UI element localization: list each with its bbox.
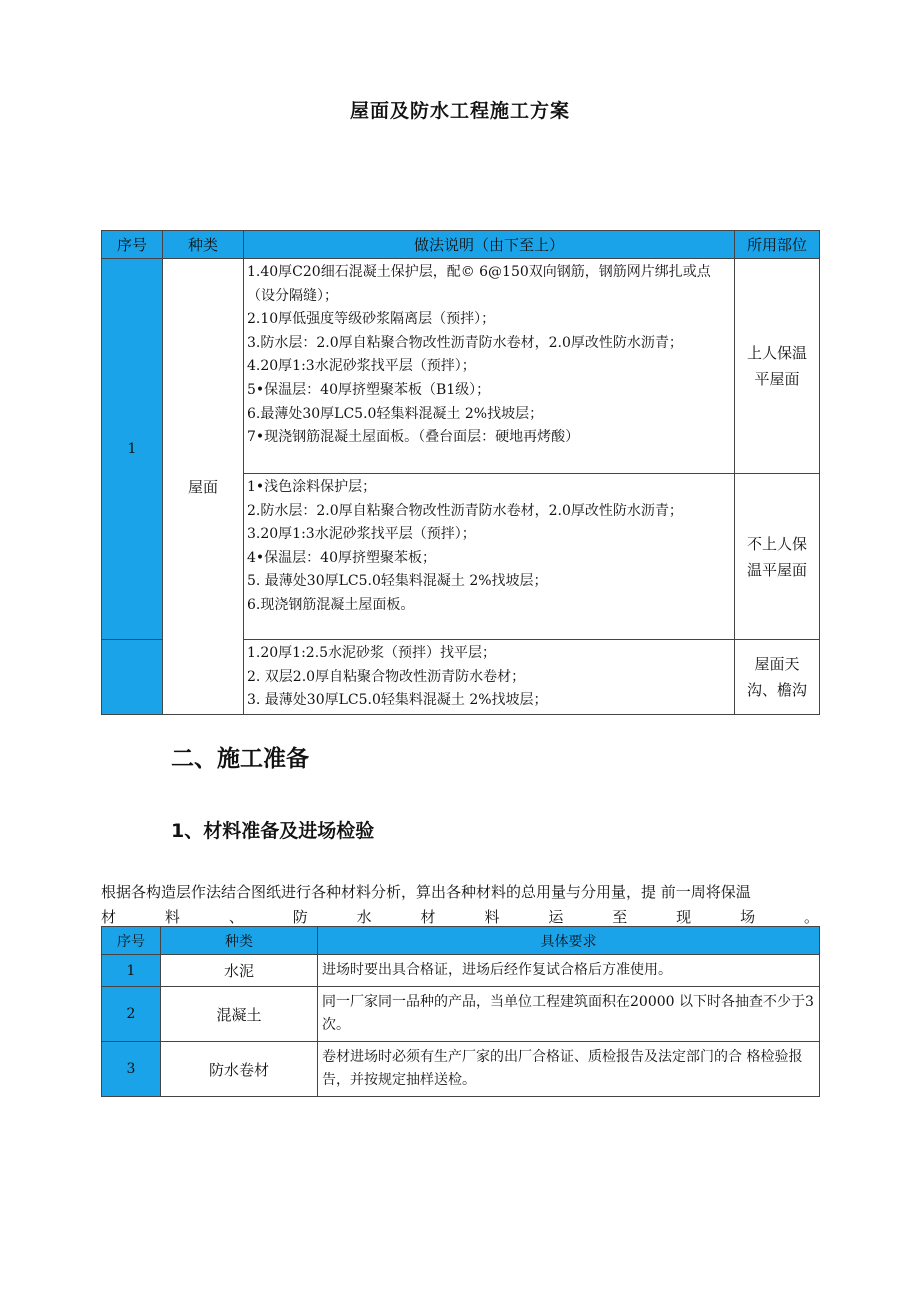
row-number-cell-empty	[102, 640, 163, 715]
table-row	[102, 1042, 820, 1097]
paragraph-char: 材	[101, 908, 117, 926]
row-number: 1	[102, 955, 161, 987]
material-requirement: 同一厂家同一品种的产品，当单位工程建筑面积在20000 以下时各抽查不少于3次。	[318, 987, 820, 1042]
header-category: 种类	[163, 231, 244, 259]
method-line: 1.40厚C20细石混凝土保护层，配© 6@150双向钢筋，钢筋网片绑扎或点（设分隔缝）；	[247, 264, 711, 304]
method-line: 1•浅色涂料保护层；	[247, 479, 377, 495]
method-line: 4.20厚1:3水泥砂浆找平层（预拌）；	[247, 358, 476, 375]
method-line: 2. 双层2.0厚自粘聚合物改性沥青防水卷材；	[247, 668, 526, 685]
material-requirement: 卷材进场时必须有生产厂家的出厂合格证、质检报告及法定部门的合 格检验报告，并按规定抽样送检。	[318, 1042, 820, 1097]
paragraph-char: 场	[740, 908, 756, 926]
method-line: 3. 最薄处30厚LC5.0轻集料混凝土 2%找坡层；	[247, 692, 548, 709]
method-line: 6.最薄处30厚LC5.0轻集料混凝土 2%找坡层；	[247, 405, 544, 422]
method-cell	[244, 474, 735, 640]
header-position: 所用部位	[735, 231, 820, 259]
subsection-heading: 1、材料准备及进场检验	[171, 820, 375, 842]
category-cell	[163, 259, 244, 715]
header-requirement: 具体要求	[318, 927, 820, 955]
section-heading: 二、施工准备	[171, 746, 309, 772]
material-requirements-table	[101, 926, 820, 1097]
position-label: 上人保温平屋面	[746, 344, 807, 388]
paragraph-char: 材	[420, 908, 436, 926]
material-paragraph	[101, 880, 819, 930]
table-header-row	[102, 231, 820, 259]
paragraph-char: 料	[164, 908, 180, 926]
method-line: 6.现浇钢筋混凝土屋面板。	[247, 596, 415, 613]
material-type: 防水卷材	[161, 1042, 318, 1097]
table-row	[102, 987, 820, 1042]
method-line: 5•保温层：40厚挤塑聚苯板（B1级）；	[247, 381, 491, 398]
row-number: 2	[102, 987, 161, 1042]
paragraph-char: 。	[803, 908, 819, 926]
method-line: 2.10厚低强度等级砂浆隔离层（预拌）；	[247, 311, 496, 328]
row-number-cell	[102, 259, 163, 640]
paragraph-char: 、	[228, 908, 244, 926]
method-line: 3.防水层：2.0厚自粘聚合物改性沥青防水卷材，2.0厚改性防水沥青；	[247, 334, 683, 351]
header-type: 种类	[161, 927, 318, 955]
paragraph-char: 料	[484, 908, 500, 926]
method-line: 2.防水层：2.0厚自粘聚合物改性沥青防水卷材，2.0厚改性防水沥青；	[247, 502, 683, 519]
header-method: 做法说明（由下至上）	[244, 231, 735, 259]
position-cell	[735, 259, 820, 474]
paragraph-char: 至	[612, 908, 628, 926]
paragraph-char: 现	[676, 908, 692, 926]
roof-construction-table	[101, 230, 820, 715]
position-cell	[735, 474, 820, 640]
position-label: 不上人保温平屋面	[746, 534, 807, 579]
paragraph-char: 防	[292, 908, 308, 926]
position-label: 屋面天沟、檐沟	[746, 655, 807, 699]
header-no: 序号	[102, 231, 163, 259]
material-type: 混凝土	[161, 987, 318, 1042]
method-cell	[244, 259, 735, 474]
category-label: 屋面	[187, 478, 218, 496]
paragraph-line-1: 根据各构造层作法结合图纸进行各种材料分析，算出各种材料的总用量与分用量，提 前一周将保温	[101, 883, 751, 901]
position-cell	[735, 640, 820, 715]
material-type: 水泥	[161, 955, 318, 987]
table-header-row	[102, 927, 820, 955]
method-line: 5. 最薄处30厚LC5.0轻集料混凝土 2%找坡层；	[247, 573, 548, 590]
document-title: 屋面及防水工程施工方案	[349, 100, 570, 122]
method-line: 1.20厚1:2.5水泥砂浆（预拌）找平层；	[247, 645, 497, 661]
paragraph-char: 运	[548, 908, 564, 926]
row-number: 1	[127, 441, 137, 457]
method-line: 7•现浇钢筋混凝土屋面板。（叠台面层：硬地再烤酸）	[247, 429, 580, 446]
paragraph-char: 水	[356, 908, 372, 926]
header-no: 序号	[102, 927, 161, 955]
method-cell	[244, 640, 735, 715]
method-line: 3.20厚1:3水泥砂浆找平层（预拌）；	[247, 526, 476, 543]
row-number: 3	[102, 1042, 161, 1097]
table-row	[102, 955, 820, 987]
material-requirement: 进场时要出具合格证，进场后经作复试合格后方准使用。	[318, 955, 820, 987]
table-row	[102, 259, 820, 474]
method-line: 4•保温层：40厚挤塑聚苯板；	[247, 549, 436, 566]
